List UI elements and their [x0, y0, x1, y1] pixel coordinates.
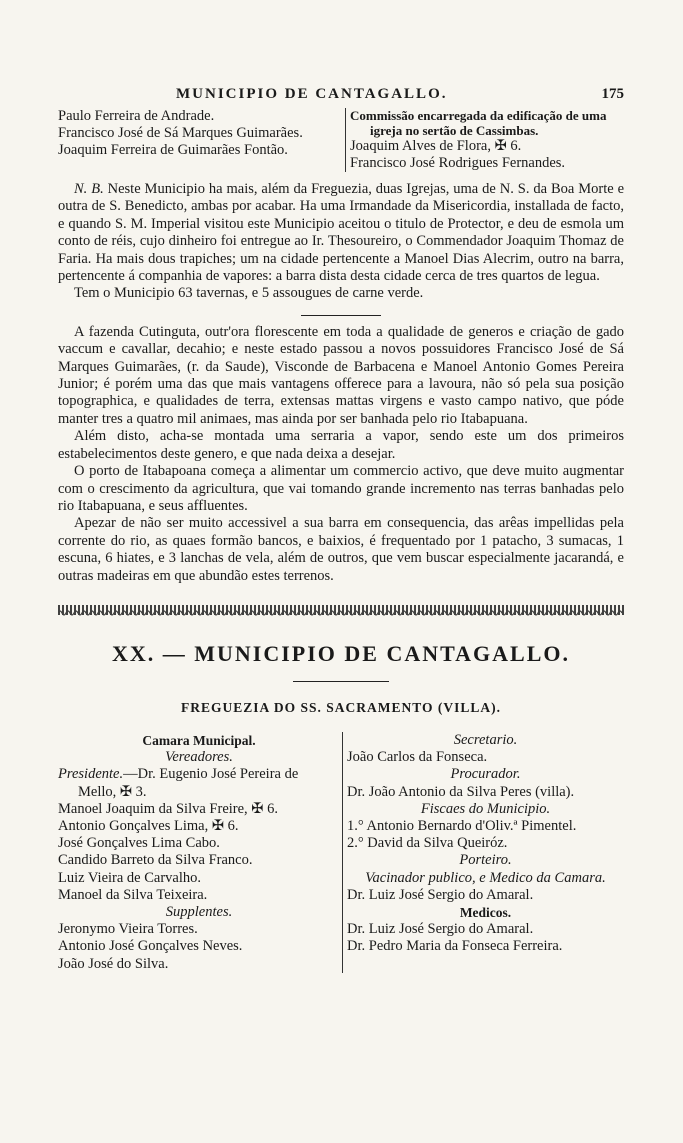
list-item: João José do Silva. [58, 955, 169, 972]
page-number: 175 [601, 86, 624, 102]
officials-right-column [342, 732, 624, 973]
list-item: Francisco José de Sá Marques Guimarães. [58, 125, 303, 141]
divider [301, 315, 381, 316]
fiscaes-label: Fiscaes do Municipio. [420, 800, 551, 817]
top-two-column-list [58, 108, 624, 172]
top-left-column [58, 108, 345, 172]
section-subtitle: FREGUEZIA DO SS. SACRAMENTO (VILLA). [180, 699, 502, 715]
running-head [58, 86, 624, 108]
list-item: Dr. Pedro Maria da Fonseca Ferreira. [347, 938, 563, 955]
page [58, 86, 624, 973]
ornamental-rule [58, 605, 624, 615]
paragraph: Apezar de não ser muito accessivel a sua barra em consequencia, das arêas impellidas pela corrente do rio, as quaes formão bancos, e baixios, é frequentado por 1 patacho, 3 sumacas, 1 escuna, 6 hiates, e 3 lanchas de vela, além de outros, que vem buscar especialmente jacarandá, e outras madeiras em que abundão estes terrenos. [58, 515, 624, 584]
presidente-label: Presidente. [58, 766, 124, 783]
commission-heading: Commissão encarregada da edificação de uma igreja no sertão de Cassimbas. [350, 108, 607, 138]
list-item: Joaquim Alves de Flora, ✠ 6. [350, 138, 522, 154]
list-item: 2.° David da Silva Queiróz. [347, 835, 508, 852]
vereadores-label: Vereadores. [165, 749, 233, 766]
list-item: Dr. João Antonio da Silva Peres (villa). [347, 783, 575, 800]
supplentes-label: Supplentes. [165, 903, 233, 920]
list-item: Dr. Luiz José Sergio do Amaral. [347, 886, 534, 903]
wavy-line-icon [58, 608, 624, 618]
vacinador-label: Vacinador publico, e Medico da Camara. [365, 869, 606, 886]
medicos-label: Medicos. [459, 904, 512, 920]
divider [293, 681, 389, 682]
list-item: Paulo Ferreira de Andrade. [58, 108, 215, 124]
note-block [58, 181, 624, 303]
note-text: Neste Municipio ha mais, além da Freguezia, duas Igrejas, uma de N. S. da Boa Morte e outra de S. Benedicto, ambas por acabar. Ha uma Irmandade da Misericordia, installada de facto, e quando S. M. Imperial visitou este Municipio aceitou o titulo de Protector, e deu de esmola um conto de réis, cujo dinheiro foi entregue ao Ir. Thesoureiro, o Commendador Joaquim Thomaz de Faria. Ha mais dous trapiches; um na cidade pertencente a Manoel Dias Alecrim, outro na barra, pertencente á companhia de vapores: a barra dista desta cidade cerca de tres quartos de legua. [58, 181, 625, 285]
section-title: XX. — MUNICIPIO DE CANTAGALLO. [111, 640, 571, 666]
paragraph: Além disto, acha-se montada uma serraria a vapor, sendo este um dos primeiros estabelecimentos deste genero, e que nada deixa a desejar. [58, 428, 624, 462]
officials-list [58, 732, 624, 973]
list-item: Jeronymo Vieira Torres. [58, 921, 198, 938]
list-item: 1.° Antonio Bernardo d'Oliv.ª Pimentel. [347, 817, 577, 834]
top-right-column [345, 108, 624, 172]
list-item: José Gonçalves Lima Cabo. [58, 835, 220, 852]
paragraph: A fazenda Cutinguta, outr'ora florescente em toda a qualidade de generos e criação de gado vaccum e cavallar, decahio; e neste estado passou a novos possuidores Francisco José de Sá Marques Guimarães, (r. da Saude), Visconde de Barbacena e Manoel Antonio Gomes Pereira Junior; é porém uma das que mais vantagens offerece para a lavoura, não só pela sua posição topographica, e qualidades de terra, extensas mattas virgens e vasto campo nativo, que póde manter tres a quatro mil animaes, mas ainda por ser banhada pelo rio Itabapuana. [58, 323, 624, 427]
list-item: Manoel Joaquim da Silva Freire, ✠ 6. [58, 800, 278, 817]
list-item: Francisco José Rodrigues Fernandes. [350, 155, 566, 171]
list-item: Manoel da Silva Teixeira. [58, 886, 208, 903]
officials-left-column [58, 732, 342, 973]
note-label: N. B. [74, 181, 104, 197]
list-item: Antonio José Gonçalves Neves. [58, 938, 243, 955]
list-item: Joaquim Ferreira de Guimarães Fontão. [58, 142, 288, 158]
note-paragraph [58, 181, 624, 285]
porteiro-label: Porteiro. [459, 852, 512, 869]
running-title: MUNICIPIO DE CANTAGALLO. [176, 86, 448, 102]
presidente-name: —Dr. Eugenio José Pereira de Mello, ✠ 3. [78, 766, 299, 800]
camara-heading: Camara Municipal. [142, 732, 256, 748]
list-item: Dr. Luiz José Sergio do Amaral. [347, 921, 534, 938]
list-item: Candido Barreto da Silva Franco. [58, 852, 253, 869]
presidente-entry [58, 766, 340, 800]
paragraph: O porto de Itabapoana começa a alimentar um commercio activo, que deve muito augmentar com o crescimento da agricultura, que vai tomando grande incremento nas terras banhadas pelo rio Itabapuana, e seus affluentes. [58, 463, 624, 514]
taverns-paragraph: Tem o Municipio 63 tavernas, e 5 assougues de carne verde. [74, 285, 424, 302]
list-item: Luiz Vieira de Carvalho. [58, 869, 202, 886]
list-item: Antonio Gonçalves Lima, ✠ 6. [58, 817, 239, 834]
procurador-label: Procurador. [450, 766, 521, 783]
list-item: João Carlos da Fonseca. [347, 749, 488, 766]
secretario-label: Secretario. [453, 731, 518, 748]
